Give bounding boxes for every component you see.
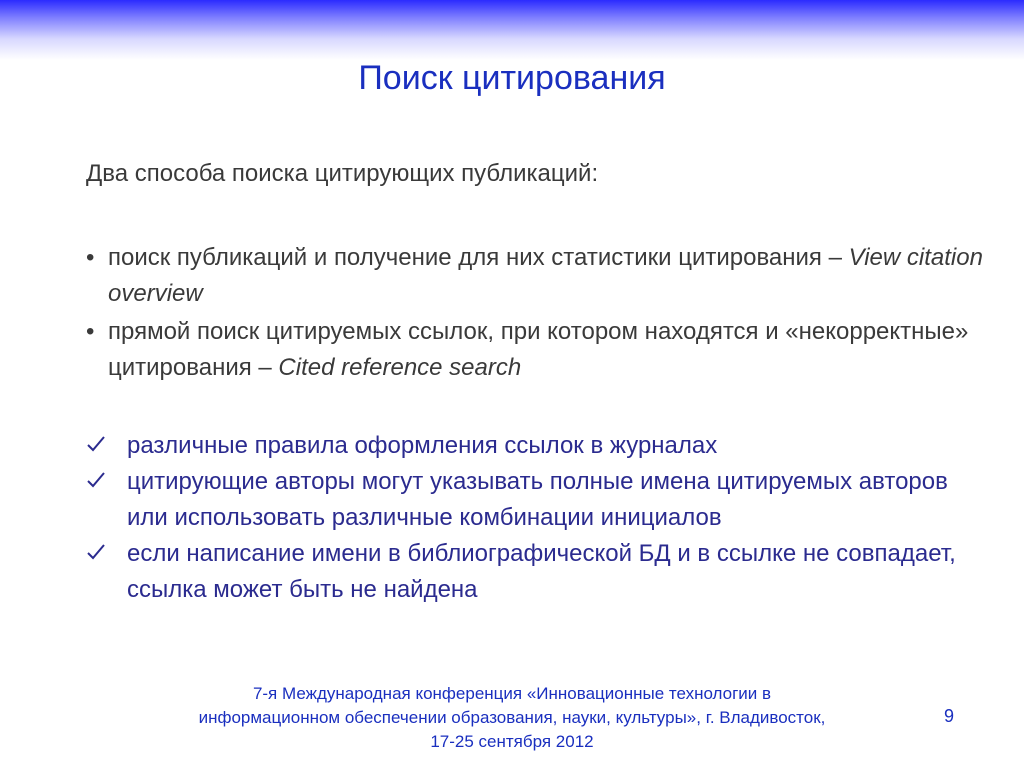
check-mark-icon (86, 434, 108, 456)
bullet-dot: • (86, 318, 95, 345)
check-text: различные правила оформления ссылок в журналах (127, 432, 718, 459)
check-item (86, 464, 986, 536)
bullet-italic-term: Cited reference search (278, 354, 522, 381)
bullet-text: поиск публикаций и получение для них статистики цитирования – (108, 244, 849, 271)
bullet-item (86, 240, 996, 312)
bullet-text: прямой поиск цитируемых ссылок, при котором находятся и «некорректные» цитирования – (108, 318, 969, 381)
bullet-item (86, 314, 996, 386)
check-item (86, 536, 986, 608)
footer-line: 17-25 сентября 2012 (430, 732, 594, 751)
check-item (86, 428, 986, 464)
intro-text: Два способа поиска цитирующих публикаций: (86, 160, 599, 187)
check-list (86, 428, 986, 608)
bullet-italic-term: View citation overview (108, 244, 983, 307)
slide-title: Поиск цитирования (358, 59, 666, 97)
header-gradient-band (0, 0, 1024, 60)
footer-line: 7-я Международная конференция «Инновационные технологии в (252, 684, 772, 703)
check-text: цитирующие авторы могут указывать полные имена цитируемых авторов или использовать различные комбинации инициалов (127, 468, 948, 531)
page-number: 9 (944, 706, 955, 726)
bullet-list (86, 240, 996, 388)
check-mark-icon (86, 470, 108, 492)
check-mark-icon (86, 542, 108, 564)
bullet-dot: • (86, 244, 95, 271)
check-text: если написание имени в библиографической БД и в ссылке не совпадает, ссылка может быть не найдена (127, 540, 956, 603)
footer-line: информационном обеспечении образования, науки, культуры», г. Владивосток, (198, 708, 826, 727)
footer-conference (140, 682, 884, 754)
